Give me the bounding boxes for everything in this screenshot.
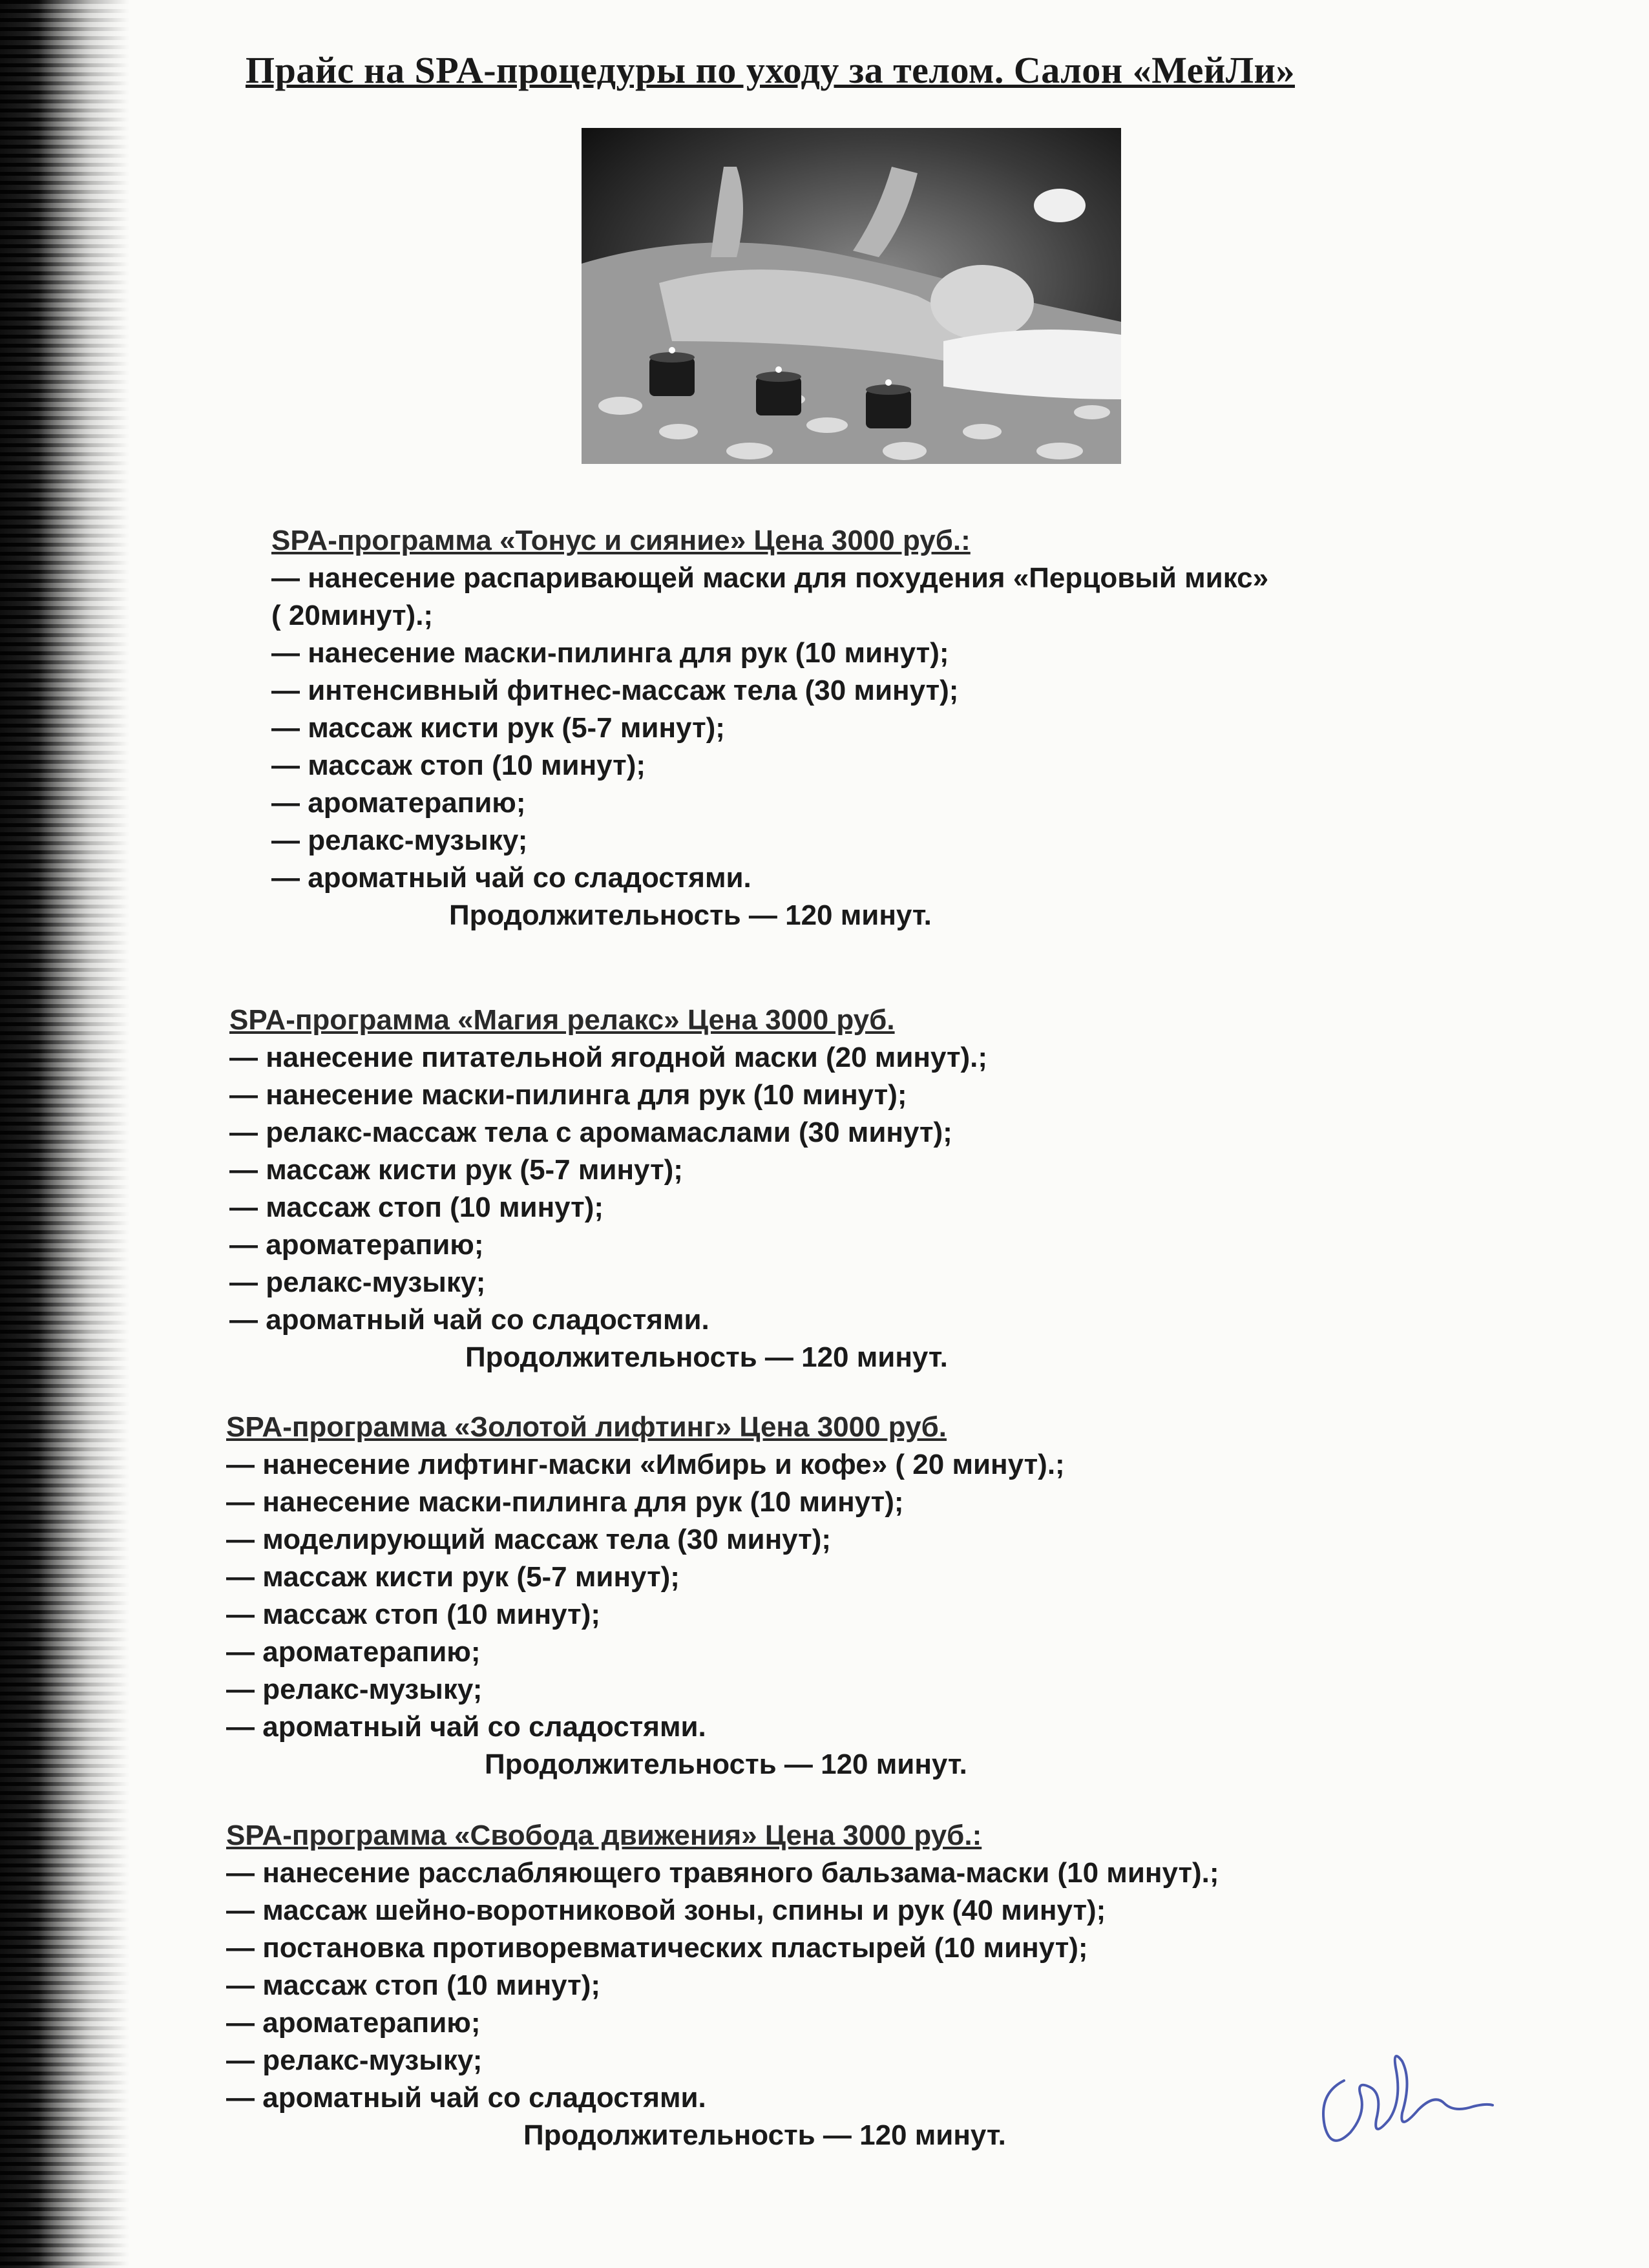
program-duration: Продолжительность — 120 минут. xyxy=(449,899,932,931)
list-item: — нанесение лифтинг-маски «Имбирь и кофе» ( 20 минут).; xyxy=(226,1449,1065,1480)
list-item: — нанесение маски-пилинга для рук (10 минут); xyxy=(229,1079,907,1111)
page-title: Прайс на SPA-процедуры по уходу за телом. Салон «МейЛи» xyxy=(246,49,1295,91)
list-item: — нанесение питательной ягодной маски (20 минут).; xyxy=(229,1042,988,1073)
list-item: — релакс-музыку; xyxy=(226,1674,483,1705)
list-item: — массаж кисти рук (5-7 минут); xyxy=(229,1154,683,1186)
list-item: — ароматный чай со сладостями. xyxy=(226,2082,706,2114)
list-item: — релакс-музыку; xyxy=(271,824,528,856)
program-section-magia xyxy=(229,1002,987,1376)
list-item: — ароматный чай со сладостями. xyxy=(226,1711,706,1743)
list-item: — релакс-массаж тела с аромамаслами (30 минут); xyxy=(229,1117,952,1148)
list-item: — массаж кисти рук (5-7 минут); xyxy=(226,1561,680,1593)
list-item: — ароматерапию; xyxy=(271,787,526,819)
list-item: — постановка противоревматических пластырей (10 минут); xyxy=(226,1932,1088,1964)
list-item: — интенсивный фитнес-массаж тела (30 минут); xyxy=(271,675,959,706)
program-heading: SPA-программа «Магия релакс» Цена 3000 руб. xyxy=(229,1004,895,1036)
program-duration: Продолжительность — 120 минут. xyxy=(523,2119,1006,2151)
spa-massage-photo xyxy=(582,128,1121,464)
list-item: — массаж шейно-воротниковой зоны, спины и рук (40 минут); xyxy=(226,1895,1106,1926)
program-heading: SPA-программа «Золотой лифтинг» Цена 3000 руб. xyxy=(226,1411,947,1443)
list-item: — ароматный чай со сладостями. xyxy=(229,1304,709,1336)
list-item: — нанесение маски-пилинга для рук (10 минут); xyxy=(226,1486,904,1518)
list-item: — массаж стоп (10 минут); xyxy=(226,1969,601,2001)
program-duration: Продолжительность — 120 минут. xyxy=(465,1341,948,1373)
list-item: — релакс-музыку; xyxy=(226,2044,483,2076)
list-item: — массаж кисти рук (5-7 минут); xyxy=(271,712,725,744)
program-heading: SPA-программа «Тонус и сияние» Цена 3000 руб.: xyxy=(271,525,971,556)
scan-edge-artifact xyxy=(0,0,129,2268)
list-item: — моделирующий массаж тела (30 минут); xyxy=(226,1524,832,1555)
list-item: — нанесение распаривающей маски для похудения «Перцовый микс» xyxy=(271,562,1269,594)
list-item: — массаж стоп (10 минут); xyxy=(229,1192,604,1223)
list-item: — ароматный чай со сладостями. xyxy=(271,862,751,894)
program-section-svoboda xyxy=(226,1817,1219,2154)
program-section-zolotoy xyxy=(226,1409,1065,1783)
list-item: — ароматерапию; xyxy=(226,2007,481,2039)
list-item: — массаж стоп (10 минут); xyxy=(226,1599,601,1630)
list-item: ( 20минут).; xyxy=(271,600,434,631)
list-item: — ароматерапию; xyxy=(226,1636,481,1668)
list-item: — ароматерапию; xyxy=(229,1229,484,1261)
list-item: — массаж стоп (10 минут); xyxy=(271,750,646,781)
program-heading: SPA-программа «Свобода движения» Цена 3000 руб.: xyxy=(226,1820,982,1851)
program-duration: Продолжительность — 120 минут. xyxy=(485,1748,967,1780)
list-item: — нанесение маски-пилинга для рук (10 минут); xyxy=(271,637,949,669)
handwritten-signature xyxy=(1305,2042,1499,2158)
list-item: — нанесение расслабляющего травяного бальзама-маски (10 минут).; xyxy=(226,1857,1219,1889)
program-section-tonus xyxy=(271,522,1268,934)
list-item: — релакс-музыку; xyxy=(229,1266,486,1298)
